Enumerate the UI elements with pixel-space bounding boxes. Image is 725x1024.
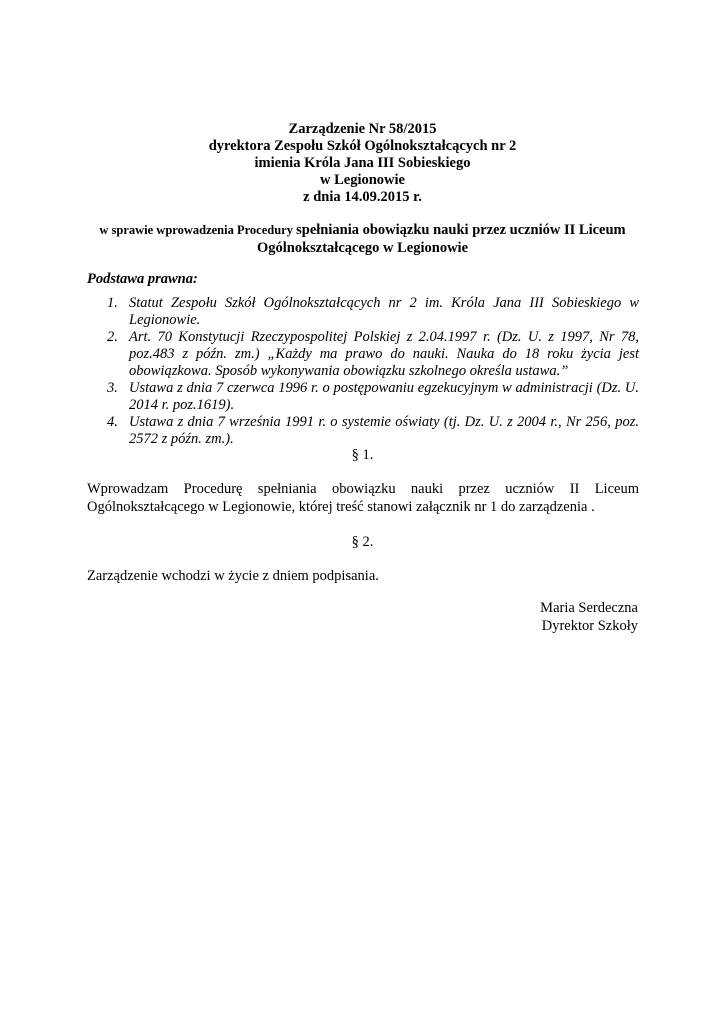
list-item-text: Art. 70 Konstytucji Rzeczypospolitej Polskiej z 2.04.1997 r. (Dz. U. z 1997, Nr 78, poz.483 z późn. zm.) „Każdy ma prawo do nauki. Nauka do 18 roku życia jest obowiązkowa. Sposób wykonywania obowiązku szkolnego określa ustawa.” — [129, 329, 639, 379]
document-header — [0, 121, 725, 206]
date-line: z dnia 14.09.2015 r. — [303, 189, 422, 205]
issuer-line: dyrektora Zespołu Szkół Ogólnokształcących nr 2 — [208, 138, 517, 154]
section-1-text — [87, 480, 639, 516]
school-patron-line: imienia Króla Jana III Sobieskiego — [254, 155, 471, 171]
subject-prefix: w sprawie wprowadzenia Procedury — [99, 223, 297, 237]
list-item-text: Ustawa z dnia 7 września 1991 r. o systemie oświaty (tj. Dz. U. z 2004 r., Nr 256, poz. 2572 z późn. zm.). — [129, 414, 639, 447]
legal-basis-item — [107, 414, 639, 448]
list-item-number: 1. — [107, 295, 118, 311]
signatory-name: Maria Serdeczna — [540, 600, 638, 616]
list-item-number: 3. — [107, 380, 118, 396]
legal-basis-title: Podstawa prawna: — [87, 271, 198, 287]
signature-block — [540, 599, 638, 635]
legal-basis-item — [107, 329, 639, 380]
order-number: Zarządzenie Nr 58/2015 — [288, 121, 437, 137]
legal-basis-item — [107, 380, 639, 414]
legal-basis-list — [107, 295, 639, 448]
document-subject — [80, 221, 645, 257]
subject-main-line2: Ogólnokształcącego w Legionowie — [256, 240, 469, 256]
subject-main-line1: spełniania obowiązku nauki przez uczniów II Liceum — [296, 222, 626, 238]
legal-basis-item — [107, 295, 639, 329]
signatory-title: Dyrektor Szkoły — [541, 618, 638, 634]
section-1-text-line1: Wprowadzam Procedurę spełniania obowiązku nauki przez uczniów II Liceum — [87, 481, 639, 497]
list-item-number: 2. — [107, 329, 118, 345]
list-item-text: Statut Zespołu Szkół Ogólnokształcących nr 2 im. Króla Jana III Sobieskiego w Legionowie. — [129, 295, 639, 328]
location-line: w Legionowie — [320, 172, 405, 188]
section-1-text-line2: Ogólnokształcącego w Legionowie, której treść stanowi załącznik nr 1 do zarządzenia . — [87, 499, 595, 515]
list-item-number: 4. — [107, 414, 118, 430]
section-2-text: Zarządzenie wchodzi w życie z dniem podpisania. — [87, 568, 379, 584]
section-2-mark: § 2. — [351, 534, 374, 550]
list-item-text: Ustawa z dnia 7 czerwca 1996 r. o postępowaniu egzekucyjnym w administracji (Dz. U. 2014 r. poz.1619). — [129, 380, 639, 413]
section-1-mark: § 1. — [351, 447, 374, 463]
